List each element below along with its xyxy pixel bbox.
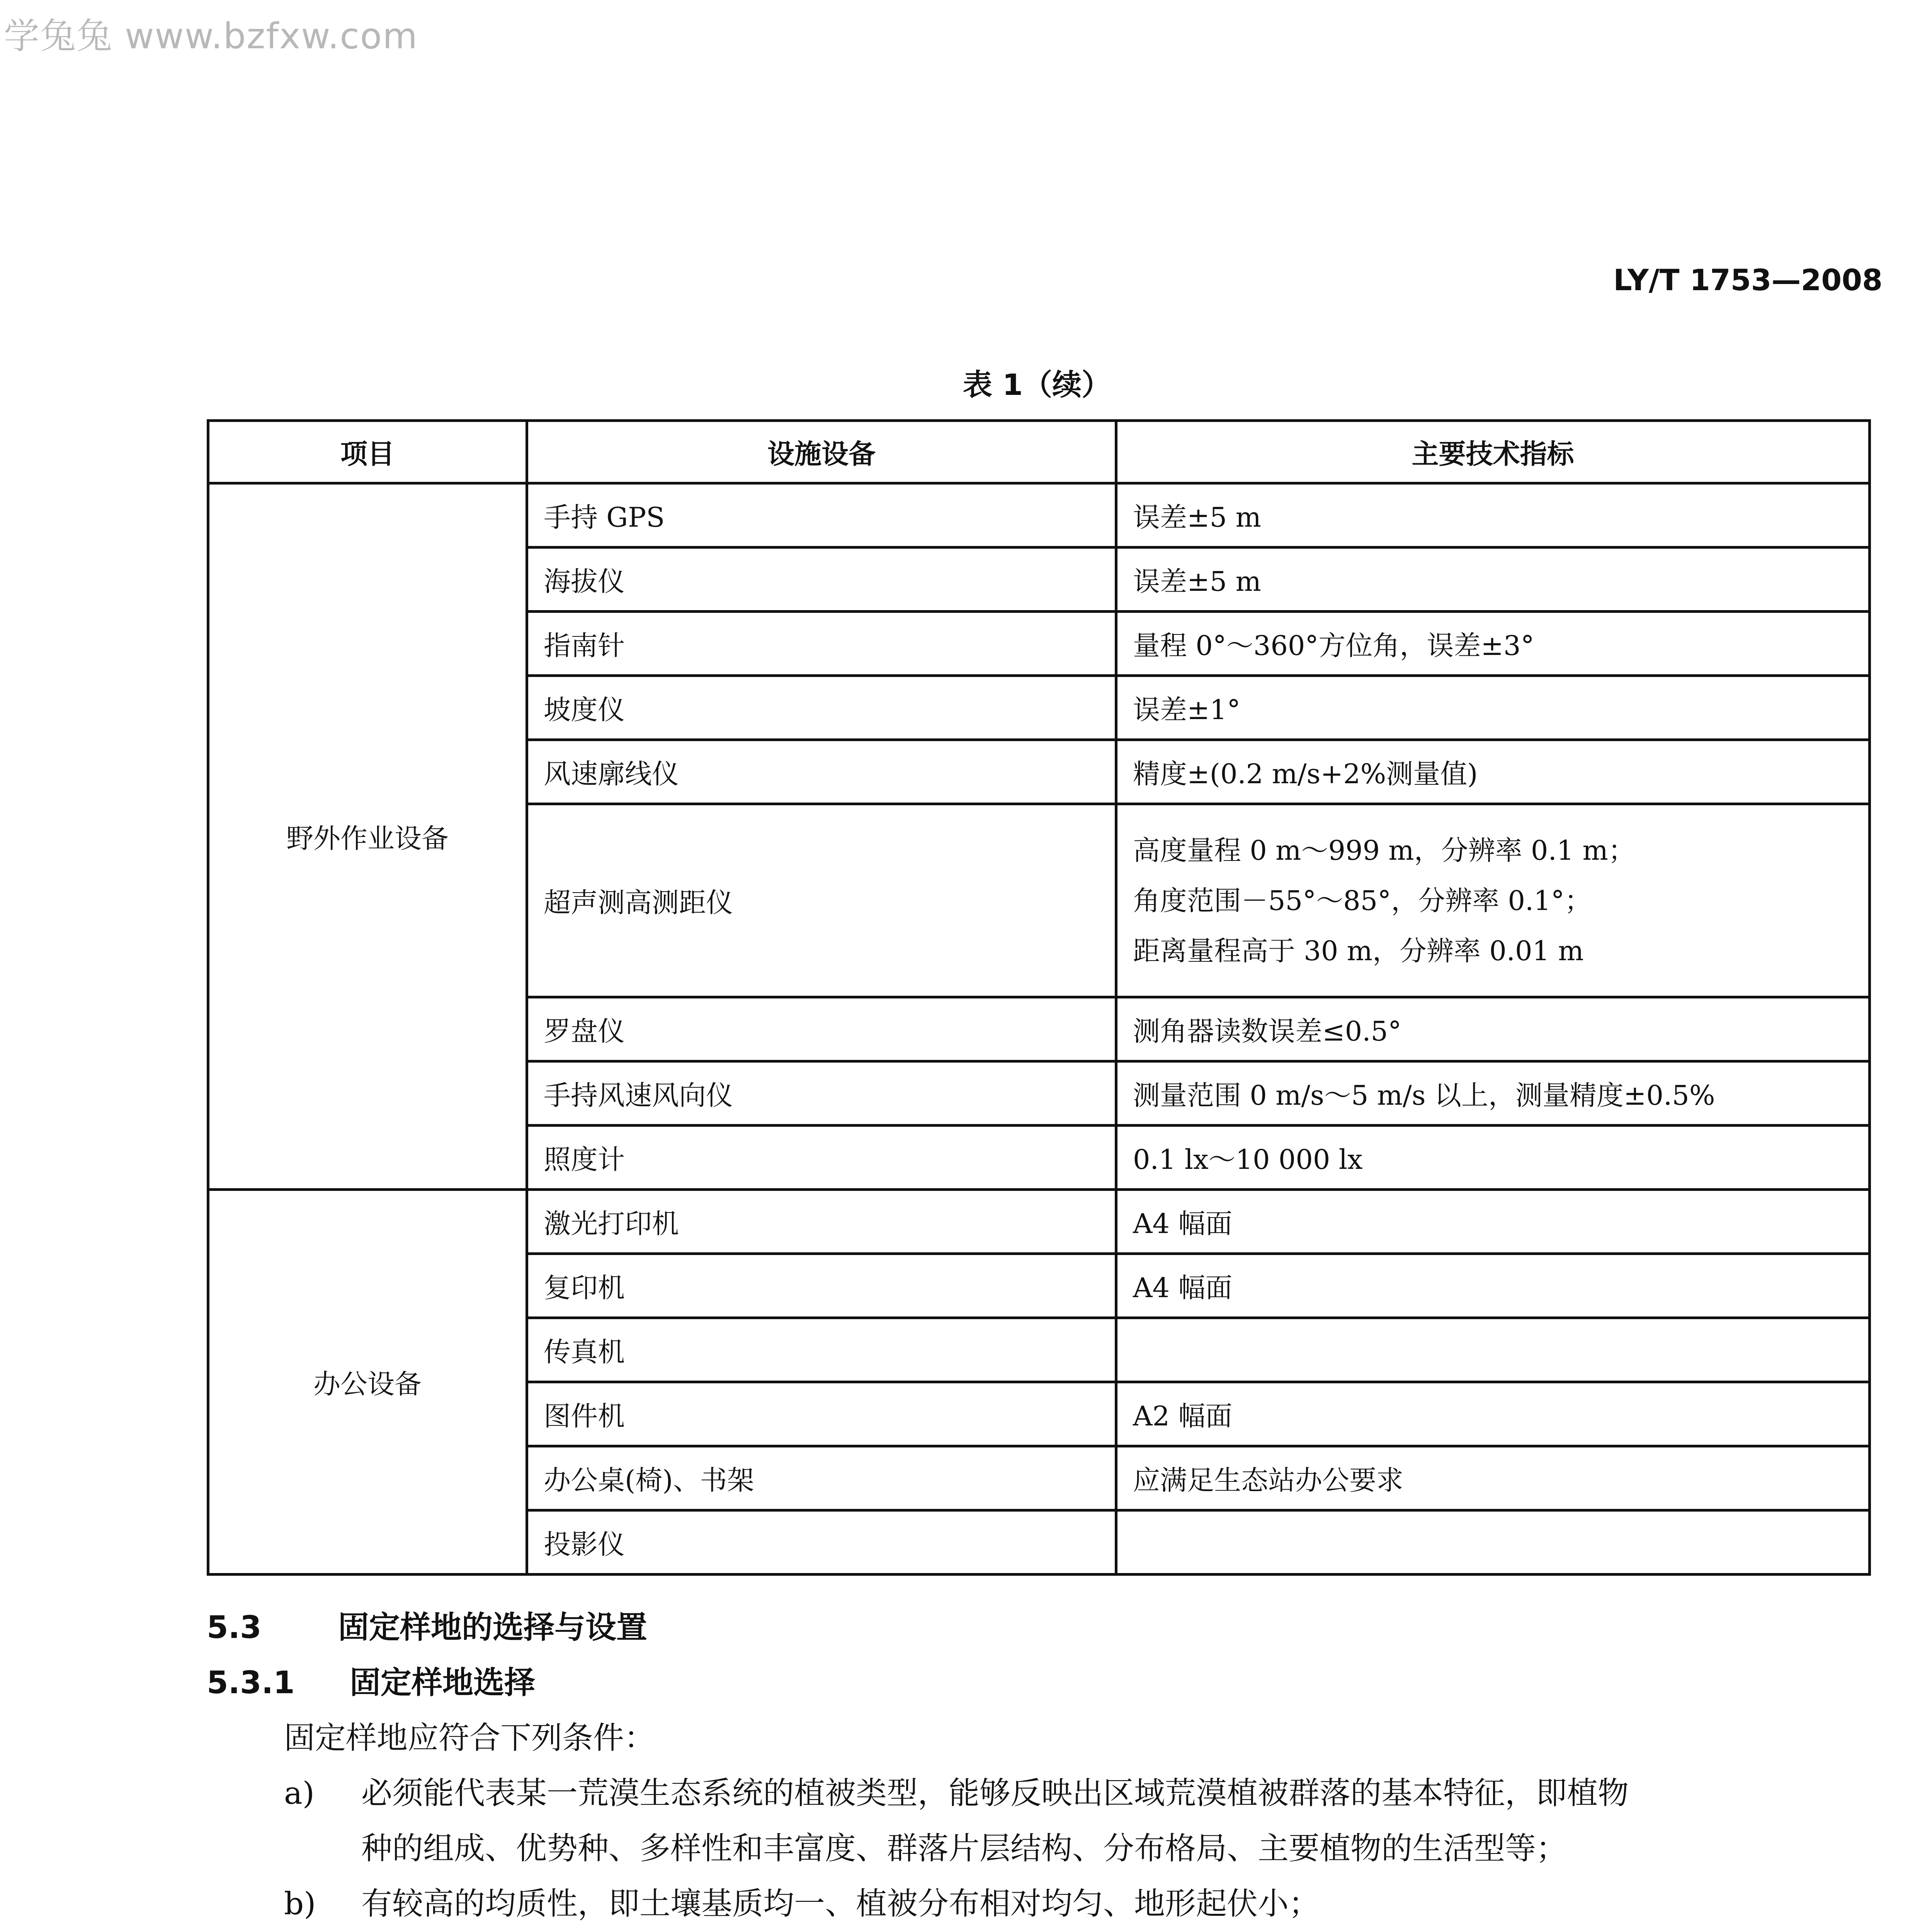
list-item [207,1765,1868,1821]
device-cell: 照度计 [527,1126,1116,1190]
spec-cell: 误差±5 m [1116,483,1870,548]
section-heading [207,1655,1868,1710]
device-cell: 坡度仪 [527,676,1116,740]
category-field-equipment: 野外作业设备 [208,483,527,1190]
spec-cell: 误差±1° [1116,676,1870,740]
device-cell: 手持风速风向仪 [527,1061,1116,1126]
device-cell: 复印机 [527,1254,1116,1318]
list-label: b) [284,1886,316,1922]
header-item: 项目 [208,421,527,483]
device-cell: 传真机 [527,1318,1116,1382]
list-continuation: 种的组成、优势种、多样性和丰富度、群落片层结构、分布格局、主要植物的生活型等； [361,1830,1567,1866]
spec-cell: 测角器读数误差≤0.5° [1116,997,1870,1061]
list-text: 有较高的均质性，即土壤基质均一、植被分布相对均匀、地形起伏小； [361,1886,1320,1922]
spec-cell: A4 幅面 [1116,1254,1870,1318]
document-body [207,1600,1868,1932]
device-cell: 图件机 [527,1382,1116,1446]
device-cell: 投影仪 [527,1510,1116,1575]
spec-cell: A2 幅面 [1116,1382,1870,1446]
spec-cell: 误差±5 m [1116,548,1870,612]
spec-cell: 量程 0°～360°方位角，误差±3° [1116,612,1870,676]
standard-code: LY/T 1753—2008 [1613,263,1883,297]
section-number: 5.3.1 [207,1665,295,1701]
section-title: 固定样地选择 [350,1665,535,1701]
device-cell: 海拔仪 [527,548,1116,612]
spec-cell [1116,1318,1870,1382]
section-number: 5.3 [207,1609,262,1645]
spec-cell: A4 幅面 [1116,1190,1870,1254]
list-item [207,1876,1868,1931]
table-row [208,1190,1870,1254]
device-cell: 风速廓线仪 [527,740,1116,804]
table-row [208,483,1870,548]
spec-line: 高度量程 0 m～999 m，分辨率 0.1 m； [1133,834,1635,866]
list-label: a) [284,1775,315,1811]
spec-cell: 应满足生态站办公要求 [1116,1446,1870,1510]
watermark: 学兔兔 www.bzfxw.com [4,15,418,57]
header-device: 设施设备 [527,421,1116,483]
list-text: 必须能代表某一荒漠生态系统的植被类型，能够反映出区域荒漠植被群落的基本特征，即植物 [361,1775,1629,1811]
paragraph: 固定样地应符合下列条件： [284,1720,655,1756]
equipment-table [207,419,1871,1576]
header-spec: 主要技术指标 [1116,421,1870,483]
device-cell: 罗盘仪 [527,997,1116,1061]
device-cell: 办公桌(椅)、书架 [527,1446,1116,1510]
section-title: 固定样地的选择与设置 [338,1609,647,1645]
device-cell: 超声测高测距仪 [527,804,1116,997]
device-cell: 激光打印机 [527,1190,1116,1254]
spec-line: 角度范围－55°～85°，分辨率 0.1°； [1133,884,1592,917]
spec-cell: 精度±(0.2 m/s+2%测量值) [1116,740,1870,804]
table-title: 表 1（续） [963,367,1111,402]
category-office-equipment: 办公设备 [208,1190,527,1575]
spec-line: 距离量程高于 30 m，分辨率 0.01 m [1133,935,1584,967]
section-heading [207,1600,1868,1655]
device-cell: 指南针 [527,612,1116,676]
spec-cell: 0.1 lx～10 000 lx [1116,1126,1870,1190]
spec-cell [1116,1510,1870,1575]
device-cell: 手持 GPS [527,483,1116,548]
spec-cell: 测量范围 0 m/s～5 m/s 以上，测量精度±0.5% [1116,1061,1870,1126]
spec-cell [1116,804,1870,997]
